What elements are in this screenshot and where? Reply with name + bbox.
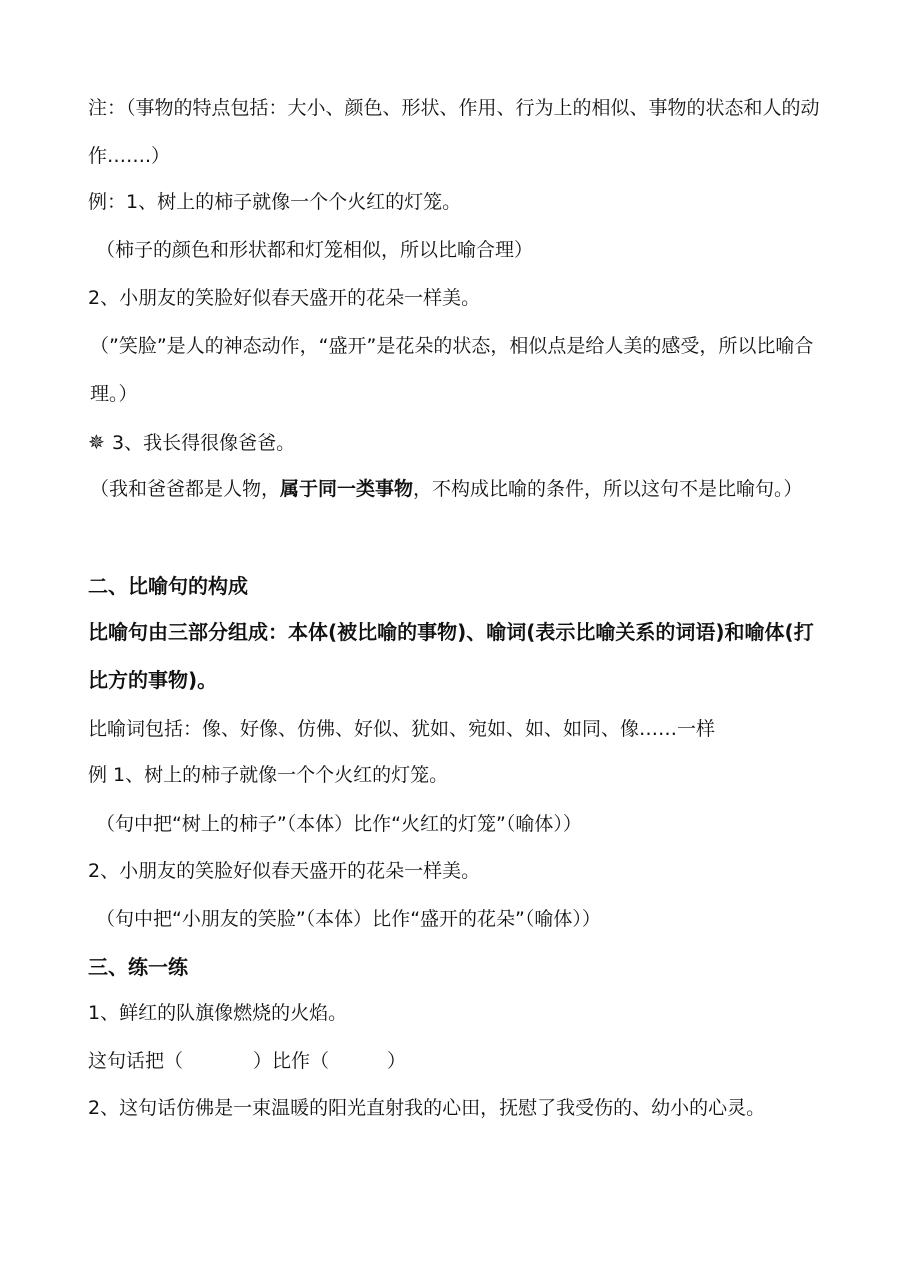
example-2-explanation: （”笑脸”是人的神态动作，“盛开”是花朵的状态，相似点是给人美的感受，所以比喻合理。） bbox=[90, 335, 814, 405]
section-3-heading: 三、练一练 bbox=[88, 955, 188, 979]
example-3-explanation bbox=[90, 465, 829, 513]
practice-1-fill bbox=[88, 1049, 829, 1073]
example-b2: 2、小朋友的笑脸好似春天盛开的花朵一样美。 bbox=[88, 860, 481, 882]
fill-prefix: 这句话把（ bbox=[88, 1050, 184, 1072]
note-text: 注：（事物的特点包括：大小、颜色、形状、作用、行为上的相似、事物的状态和人的动作…….） bbox=[88, 97, 820, 167]
fill-suffix: ） bbox=[387, 1050, 407, 1072]
example-1-explanation: （柿子的颜色和形状都和灯笼相似，所以比喻合理） bbox=[96, 239, 534, 261]
example-3-exp-post: ，不构成比喻的条件，所以这句不是比喻句。） bbox=[413, 478, 803, 500]
example-3-exp-bold: 属于同一类事物 bbox=[280, 478, 414, 500]
example-3 bbox=[88, 430, 829, 455]
practice-2: 2、这句话仿佛是一束温暖的阳光直射我的心田，抚慰了我受伤的、幼小的心灵。 bbox=[88, 1097, 766, 1119]
example-3-text: 3、我长得很像爸爸。 bbox=[112, 432, 296, 454]
example-1: 例：1、树上的柿子就像一个个火红的灯笼。 bbox=[88, 191, 462, 213]
example-b1-explanation: （句中把“树上的柿子”（本体）比作“火红的灯笼”（喻体）） bbox=[96, 813, 582, 835]
example-b2-explanation: （句中把“小朋友的笑脸”（本体）比作“盛开的花朵”（喻体）） bbox=[96, 908, 601, 930]
example-2: 2、小朋友的笑脸好似春天盛开的花朵一样美。 bbox=[88, 287, 481, 309]
example-b1: 例 1、树上的柿子就像一个个火红的灯笼。 bbox=[88, 764, 449, 786]
section-2-heading: 二、比喻句的构成 bbox=[88, 574, 248, 598]
fill-middle: ）比作（ bbox=[253, 1050, 330, 1072]
practice-1: 1、鲜红的队旗像燃烧的火焰。 bbox=[88, 1002, 348, 1024]
section-2-body: 比喻句由三部分组成：本体(被比喻的事物)、喻词(表示比喻关系的词语)和喻体(打比方的事物)。 bbox=[88, 620, 814, 692]
simile-words: 比喻词包括：像、好像、仿佛、好似、犹如、宛如、如、如同、像……一样 bbox=[88, 718, 716, 740]
star-icon: ✵ bbox=[88, 430, 105, 454]
example-3-exp-pre: （我和爸爸都是人物， bbox=[90, 478, 281, 500]
